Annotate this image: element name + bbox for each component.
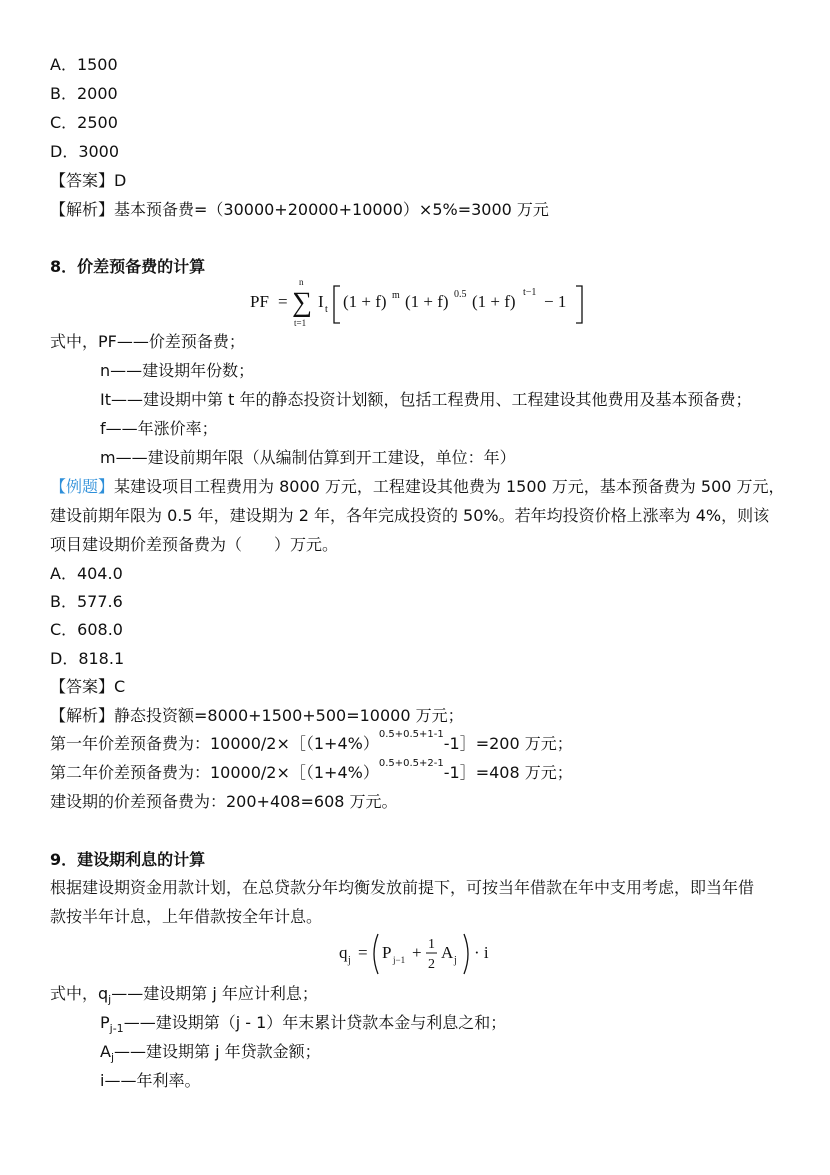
example-line-1: 【例题】某建设项目工程费用为 8000 万元，工程建设其他费为 1500 万元，基本预备费为 500 万元， xyxy=(50,477,785,496)
q7-option-a: A．1500 xyxy=(50,55,118,74)
sec8-option-d: D．818.1 xyxy=(50,649,125,668)
q7-option-d: D．3000 xyxy=(50,142,120,161)
formula-left-paren xyxy=(374,934,378,974)
formula-term3: (1 + f) xyxy=(472,292,516,311)
formula-a: A xyxy=(441,943,454,962)
formula-equals: = xyxy=(278,292,288,311)
q7-analysis: 【解析】基本预备费=（30000+20000+10000）×5%=3000 万元 xyxy=(50,200,549,219)
example-line-3: 项目建设期价差预备费为（ ）万元。 xyxy=(50,535,339,554)
sec8-option-c: C．608.0 xyxy=(50,620,123,639)
sec8-total: 建设期的价差预备费为：200+408=608 万元。 xyxy=(50,792,398,811)
sec9-def-a: $A_j——$建设期第 j 年贷款金额； xyxy=(100,1042,321,1064)
sec8-heading: 8．价差预备费的计算 xyxy=(50,257,206,276)
formula-denominator: 2 xyxy=(428,957,435,972)
formula-a-sub: j xyxy=(454,955,457,966)
formula-exp1: m xyxy=(392,290,400,301)
sec8-def-it: It——建设期中第 t 年的静态投资计划额，包括工程费用、工程建设其他费用及基本预备费； xyxy=(100,390,752,409)
sec8-year2-calc: 第二年价差预备费为：$10000/2\times[(1+4\%)^{0.5+0.5+2-1}-1]=408$ 万元； xyxy=(50,758,573,782)
formula-sum-top: n xyxy=(299,277,304,287)
formula-term2: (1 + f) xyxy=(405,292,449,311)
formula-plus: + xyxy=(412,943,422,962)
sec9-def-i: i——年利率。 xyxy=(100,1071,201,1090)
sec8-def-n: n——建设期年份数； xyxy=(100,361,255,380)
formula-exp3: t−1 xyxy=(523,287,537,298)
formula-i: I xyxy=(318,292,324,311)
sec8-answer: 【答案】C xyxy=(50,677,126,696)
formula-rate: · i xyxy=(474,943,489,962)
formula-right-paren xyxy=(464,934,468,974)
formula-term1: (1 + f) xyxy=(343,292,387,311)
q7-option-b: B．2000 xyxy=(50,84,118,103)
sec9-def-q: 式中，$q_j——$建设期第 j 年应计利息； xyxy=(50,984,318,1006)
formula-numerator: 1 xyxy=(428,937,435,952)
q7-option-c: C．2500 xyxy=(50,113,118,132)
sec9-intro-1: 根据建设期资金用款计划，在总贷款分年均衡发放前提下，可按当年借款在年中支用考虑，即当年借 xyxy=(50,878,755,897)
price-reserve-formula xyxy=(248,276,588,334)
formula-q-sub: j xyxy=(348,955,351,966)
formula-q: q xyxy=(339,943,348,962)
sec8-def-f: f——年涨价率； xyxy=(100,419,218,438)
sec8-option-b: B．577.6 xyxy=(50,592,123,611)
formula-p-sub: j−1 xyxy=(393,955,406,965)
formula-right-bracket xyxy=(576,286,582,323)
example-line-2: 建设前期年限为 0.5 年，建设期为 2 年，各年完成投资的 50%。若年均投资价格上涨率为 4%，则该 xyxy=(50,506,770,525)
formula-exp2: 0.5 xyxy=(454,289,467,300)
q7-answer: 【答案】D xyxy=(50,171,127,190)
sec9-def-p: $P_{j-1}——$建设期第（j - 1）年末累计贷款本金与利息之和； xyxy=(100,1013,507,1035)
formula-minus-one: − 1 xyxy=(544,292,567,311)
sec8-option-a: A．404.0 xyxy=(50,564,123,583)
sec8-year1-calc: 第一年价差预备费为：$10000/2\times[(1+4\%)^{0.5+0.5+1-1}-1]=200$ 万元； xyxy=(50,729,573,753)
sec8-analysis: 【解析】静态投资额=8000+1500+500=10000 万元； xyxy=(50,706,464,725)
formula-sum-bottom: t=1 xyxy=(294,318,307,328)
sec8-def-m: m——建设前期年限（从编制估算到开工建设，单位：年） xyxy=(100,448,516,467)
sec9-heading: 9．建设期利息的计算 xyxy=(50,850,206,869)
formula-sum-symbol: ∑ xyxy=(292,287,312,318)
construction-interest-formula xyxy=(335,928,495,980)
formula-i-sub: t xyxy=(325,304,328,315)
formula-left-bracket xyxy=(334,286,340,323)
formula-pf: PF xyxy=(250,292,269,311)
formula-p: P xyxy=(382,943,392,962)
example-tag: 【例题】 xyxy=(50,477,115,496)
formula-equals: = xyxy=(358,943,368,962)
sec8-defs-intro: 式中，PF——价差预备费； xyxy=(50,332,245,351)
sec9-intro-2: 款按半年计息，上年借款按全年计息。 xyxy=(50,907,323,926)
